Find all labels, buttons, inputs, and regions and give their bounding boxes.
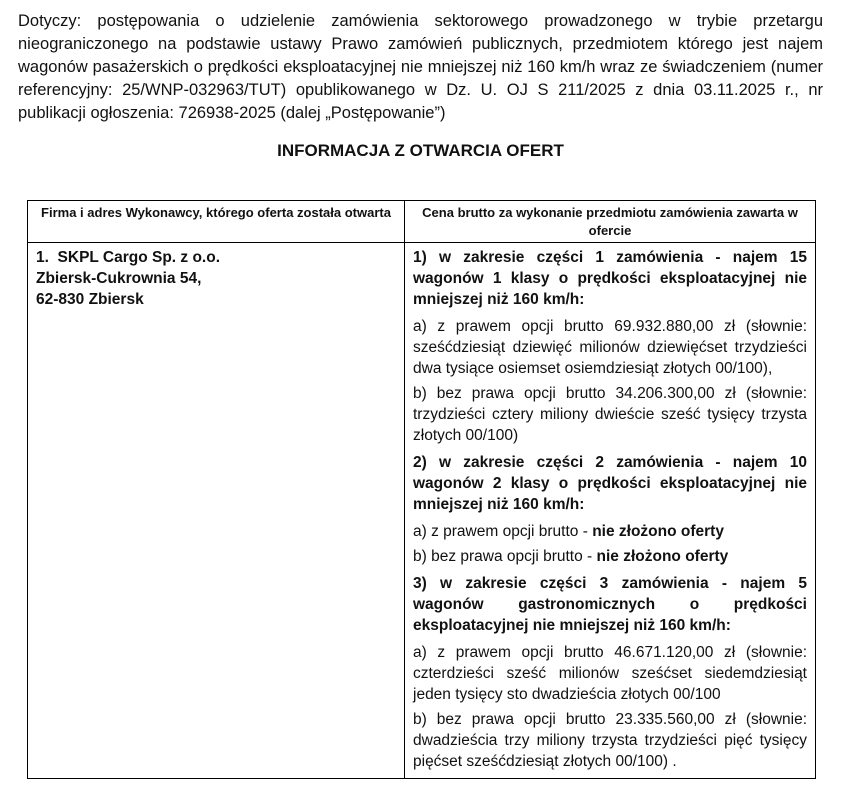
company-address-line: 1. SKPL Cargo Sp. z o.o. — [36, 249, 221, 266]
emphasized-text: 2) w zakresie części 2 zamówienia - najem 10 wagonów 2 klasy o prędkości eksploatacyjnej nie mniejszej niż 160 km/h: — [413, 454, 807, 513]
column-header-company: Firma i adres Wykonawcy, którego oferta została otwarta — [28, 201, 405, 243]
regular-text: b) bez prawa opcji brutto 23.335.560,00 zł (słownie: dwadzieścia trzy miliony trzysta trzydzieści pięć tysięcy pięćset sześćdziesiąt złotych 00/100) . — [413, 711, 807, 770]
lot-section-heading — [413, 452, 807, 515]
intro-paragraph: Dotyczy: postępowania o udzielenie zamówienia sektorowego prowadzonego w trybie przetargu nieograniczonego na podstawie ustawy Prawo zamówień publicznych, przedmiotem którego jest najem wagonów pasażerskich o prędkości eksploatacyjnej nie mniejszej niż 160 km/h wraz ze świadczeniem (numer referencyjny: 25/WNP-032963/TUT) opublikowanego w Dz. U. OJ S 211/2025 z dnia 03.11.2025 r., nr publikacji ogłoszenia: 726938-2025 (dalej „Postępowanie”) — [18, 12, 823, 122]
regular-text: b) bez prawa opcji brutto - — [413, 548, 597, 565]
price-detail-line — [413, 521, 807, 542]
page-title: INFORMACJA Z OTWARCIA OFERT — [277, 141, 564, 160]
price-detail-line — [413, 642, 807, 705]
price-detail-line — [413, 383, 807, 446]
regular-text: a) z prawem opcji brutto - — [413, 523, 593, 540]
document-page — [0, 10, 841, 779]
table-row — [28, 243, 816, 779]
emphasized-text: 3) w zakresie części 3 zamówienia - najem 5 wagonów gastronomicznych o prędkości eksploatacyjnej nie mniejszej niż 160 km/h: — [413, 575, 807, 634]
company-address-line: Zbiersk-Cukrownia 54, — [36, 270, 202, 287]
lot-section-heading — [413, 573, 807, 636]
company-address-line: 62-830 Zbiersk — [36, 291, 144, 308]
price-detail-line — [413, 709, 807, 772]
price-detail-line — [413, 316, 807, 379]
column-header-price: Cena brutto za wykonanie przedmiotu zamówienia zawarta w ofercie — [405, 201, 816, 243]
emphasized-text: nie złożono oferty — [596, 548, 729, 565]
table-header-row — [28, 201, 816, 243]
regular-text: b) bez prawa opcji brutto 34.206.300,00 zł (słownie: trzydzieści cztery miliony dwieście sześć tysięcy trzysta złotych 00/100) — [413, 385, 807, 444]
price-detail-line — [413, 546, 807, 567]
offers-table — [27, 200, 816, 779]
lot-section-heading — [413, 247, 807, 310]
emphasized-text: 1) w zakresie części 1 zamówienia - najem 15 wagonów 1 klasy o prędkości eksploatacyjnej nie mniejszej niż 160 km/h: — [413, 249, 807, 308]
regular-text: a) z prawem opcji brutto 69.932.880,00 zł (słownie: sześćdziesiąt dziewięć milionów dziewięćset trzydzieści dwa tysiące osiemset osiemdziesiąt złotych 00/100), — [413, 318, 807, 377]
emphasized-text: nie złożono oferty — [592, 523, 724, 540]
price-cell — [405, 243, 816, 779]
company-cell — [28, 243, 405, 779]
regular-text: a) z prawem opcji brutto 46.671.120,00 zł (słownie: czterdzieści sześć milionów sześćset siedemdziesiąt jeden tysięcy sto dwadzieścia złotych 00/100 — [413, 644, 807, 703]
